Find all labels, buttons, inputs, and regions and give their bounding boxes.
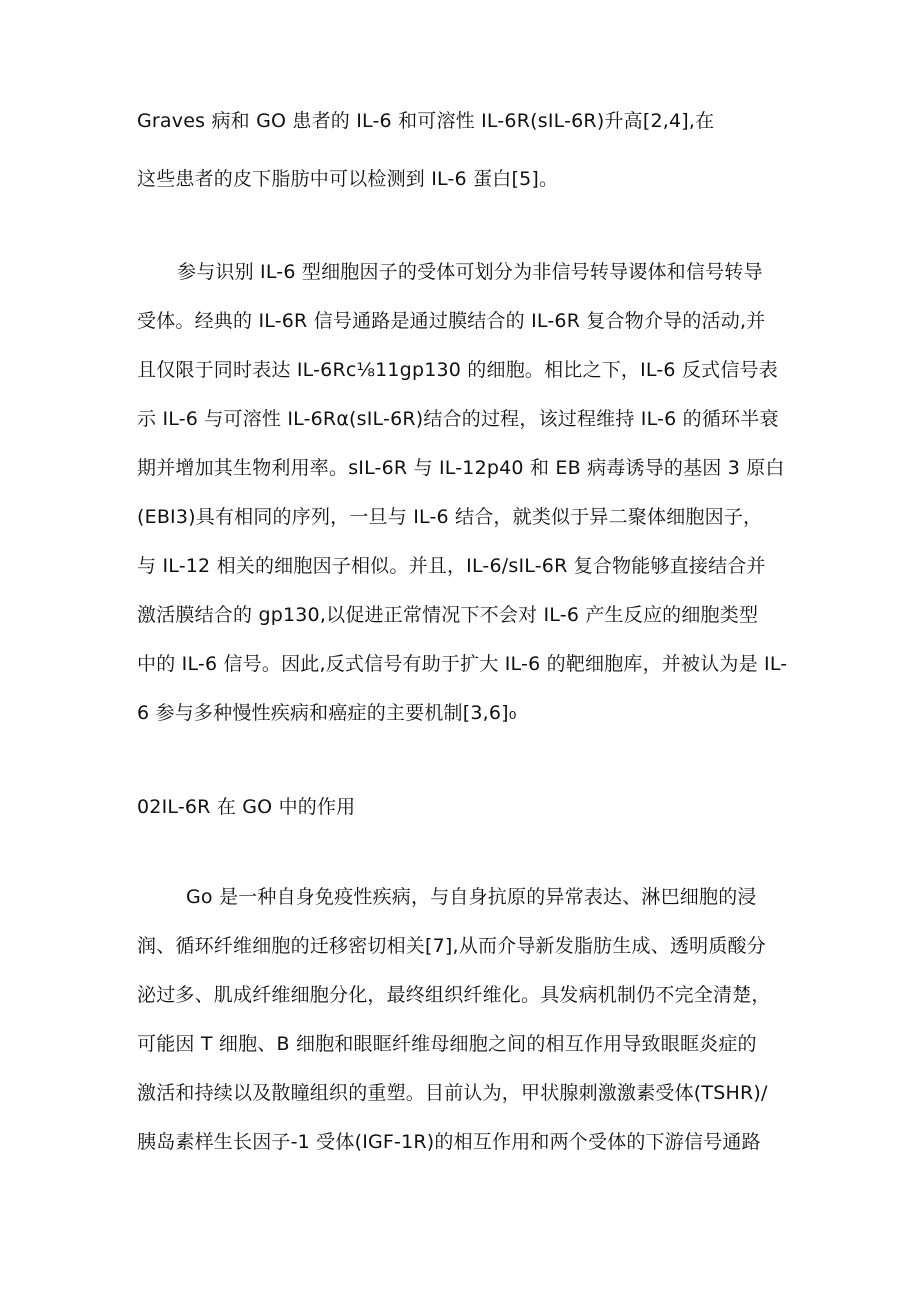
text-line: 润、循环纤维细胞的迁移密切相关[7],从而介导新发脂肪生成、透明质酸分 [137, 935, 766, 957]
text-line: 激活膜结合的 gp130,以促进正常情况下不会对 IL-6 产生反应的细胞类型 [137, 604, 759, 626]
text-line: 这些患者的皮下脂肪中可以检测到 IL-6 蛋白[5]。 [137, 168, 559, 190]
text-line: 中的 IL-6 信号。因此,反式信号有助于扩大 IL-6 的靶细胞库，并被认为是 IL- [137, 653, 788, 675]
text-line: Go 是一种自身免疫性疾病，与自身抗原的异常表达、淋巴细胞的浸 [186, 886, 757, 908]
text-line: 且仅限于同时表达 IL-6Rc⅛11gp130 的细胞。相比之下，IL-6 反式信号表 [137, 359, 778, 381]
section-heading: 02IL-6R 在 GO 中的作用 [137, 796, 356, 818]
text-line: 可能因 T 细胞、B 细胞和眼眶纤维母细胞之间的相互作用导致眼眶炎症的 [137, 1033, 757, 1055]
text-line: Graves 病和 GO 患者的 IL-6 和可溶性 IL-6R(sIL-6R)升高[2,4],在 [137, 110, 715, 132]
text-line: 激活和持续以及散瞳组织的重塑。目前认为，甲状腺刺激激素受体(TSHR)/ [137, 1082, 768, 1104]
text-line: 示 IL-6 与可溶性 IL-6Rα(sIL-6R)结合的过程，该过程维持 IL-6 的循环半衰 [137, 408, 779, 430]
text-line: 与 IL-12 相关的细胞因子相似。并且，IL-6∕sIL-6R 复合物能够直接结合并 [137, 555, 766, 577]
text-line: 期并增加其生物利用率。sIL-6R 与 IL-12p40 和 EB 病毒诱导的基因 3 原白 [137, 457, 785, 479]
text-line: 受体。经典的 IL-6R 信号通路是通过膜结合的 IL-6R 复合物介导的活动,并 [137, 310, 766, 332]
text-line: (EBI3)具有相同的序列，一旦与 IL-6 结合，就类似于异二聚体细胞因子， [137, 506, 763, 528]
text-line: 6 参与多种慢性疾病和癌症的主要机制[3,6]₀ [137, 702, 517, 724]
text-line: 泌过多、肌成纤维细胞分化，最终组织纤维化。具发病机制仍不完全清楚， [137, 984, 771, 1006]
text-line: 参与识别 IL-6 型细胞因子的受体可划分为非信号转导谡体和信号转导 [177, 261, 763, 283]
text-line: 胰岛素样生长因子-1 受体(IGF-1R)的相互作用和两个受体的下游信号通路 [137, 1131, 761, 1153]
